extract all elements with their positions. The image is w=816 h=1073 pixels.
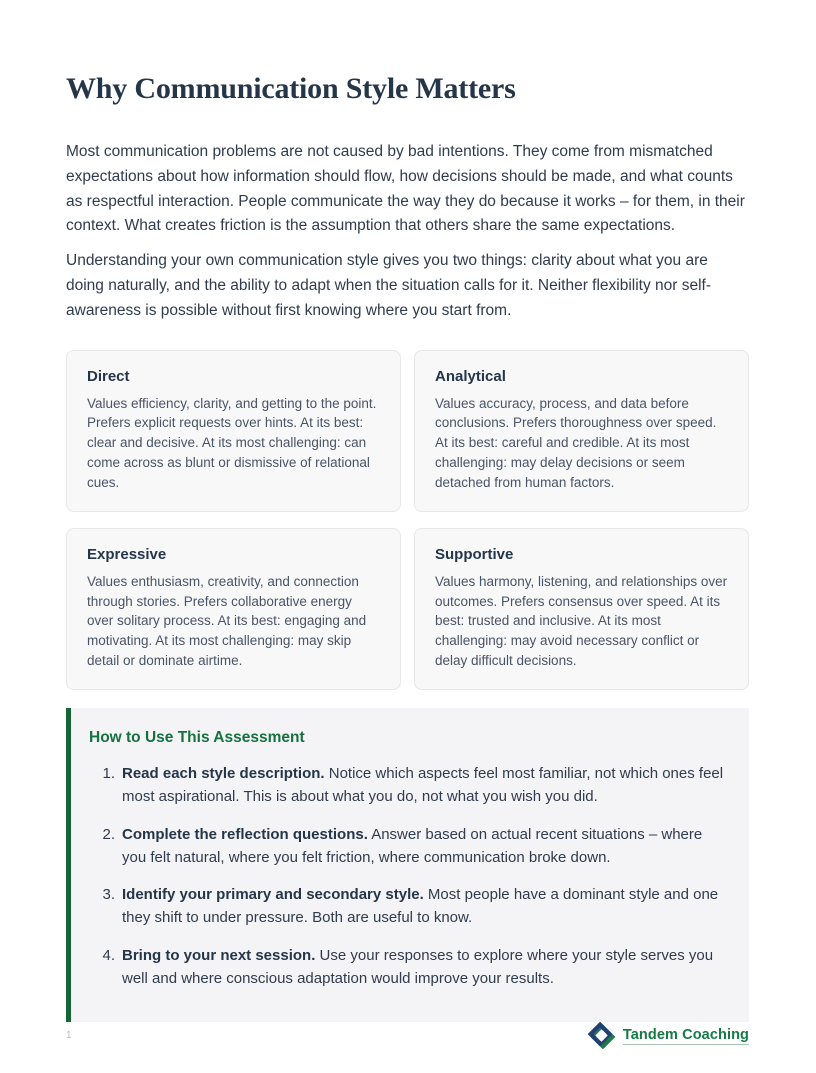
list-item-text: [122, 883, 725, 930]
list-item-detail: Most people have a dominant style and one they shift to under pressure. Both are useful to know.: [122, 886, 719, 927]
style-card-supportive: [414, 528, 749, 690]
style-card-analytical: [414, 350, 749, 512]
style-card-title: Direct: [87, 367, 130, 385]
list-item: [89, 944, 725, 991]
intro-paragraph-2: Understanding your own communication style gives you two things: clarity about what you are doing naturally, and the ability to adapt when the situation calls for it. Neither flexibility nor self-awareness is possible without first knowing where you start from.: [66, 252, 712, 319]
how-to-use-heading: How to Use This Assessment: [89, 729, 305, 747]
style-card-title: Expressive: [87, 545, 167, 563]
list-item-number: 3.: [102, 886, 115, 904]
list-item-detail: Use your responses to explore where your style serves you well and where conscious adaptation would improve your results.: [122, 946, 714, 987]
how-to-use-list: [89, 762, 725, 990]
list-item-text: [122, 944, 725, 991]
style-card-direct: [66, 350, 401, 512]
page-title: Why Communication Style Matters: [66, 72, 516, 105]
style-card-text: Values efficiency, clarity, and getting to the point. Prefers explicit requests over hints. At its best: clear and decisive. At its most challenging: can come across as blunt or dismissive of relational cues.: [87, 395, 377, 490]
page-number: 1: [66, 1030, 72, 1042]
style-card-text: Values accuracy, process, and data before conclusions. Prefers thoroughness over speed. At its best: careful and credible. At its most challenging: may delay decisions or seem detached from human factors.: [435, 395, 717, 490]
list-item-number: 4.: [102, 946, 115, 964]
style-card-expressive: [66, 528, 401, 690]
intro-paragraph-1: Most communication problems are not caused by bad intentions. They come from mismatched expectations about how information should flow, how decisions should be made, and what counts as respectful interaction. People communicate the way they do because it works – for them, in their context. What creates friction is the assumption that others share the same expectations.: [66, 143, 745, 235]
tandem-diamond-logo-icon: [588, 1022, 615, 1049]
style-cards-grid: [66, 350, 749, 690]
list-item-lead: Identify your primary and secondary style.: [122, 886, 424, 904]
list-item-lead: Complete the reflection questions.: [122, 825, 368, 843]
list-item-number: 1.: [102, 765, 115, 783]
list-item-lead: Bring to your next session.: [122, 946, 316, 964]
list-item: [89, 883, 725, 930]
how-to-use-section: [66, 708, 749, 1022]
list-item-text: [122, 823, 725, 870]
style-card-title: Supportive: [435, 545, 514, 563]
list-item-detail: Answer based on actual recent situations – where you felt natural, where you felt friction, where communication broke down.: [122, 825, 703, 866]
style-card-text: Values enthusiasm, creativity, and connection through stories. Prefers collaborative energy over solitary process. At its best: engaging and motivating. At its most challenging: may skip detail or dominate airtime.: [87, 573, 367, 669]
style-card-text: Values harmony, listening, and relationships over outcomes. Prefers consensus over speed. At its best: trusted and inclusive. At its most challenging: may avoid necessary conflict or delay difficult decisions.: [435, 573, 728, 669]
list-item-lead: Read each style description.: [122, 765, 325, 783]
list-item: [89, 823, 725, 870]
list-item: [89, 762, 725, 809]
intro-section: [66, 119, 749, 324]
style-card-title: Analytical: [435, 367, 506, 385]
page-footer: [66, 1022, 749, 1073]
brand-logo-link[interactable]: [588, 1022, 749, 1049]
list-item-number: 2.: [102, 825, 115, 843]
brand-name: Tandem Coaching: [622, 1026, 749, 1043]
list-item-detail: Notice which aspects feel most familiar, not which ones feel most aspirational. This is about what you do, not what you wish you did.: [122, 765, 724, 806]
list-item-text: [122, 762, 725, 809]
